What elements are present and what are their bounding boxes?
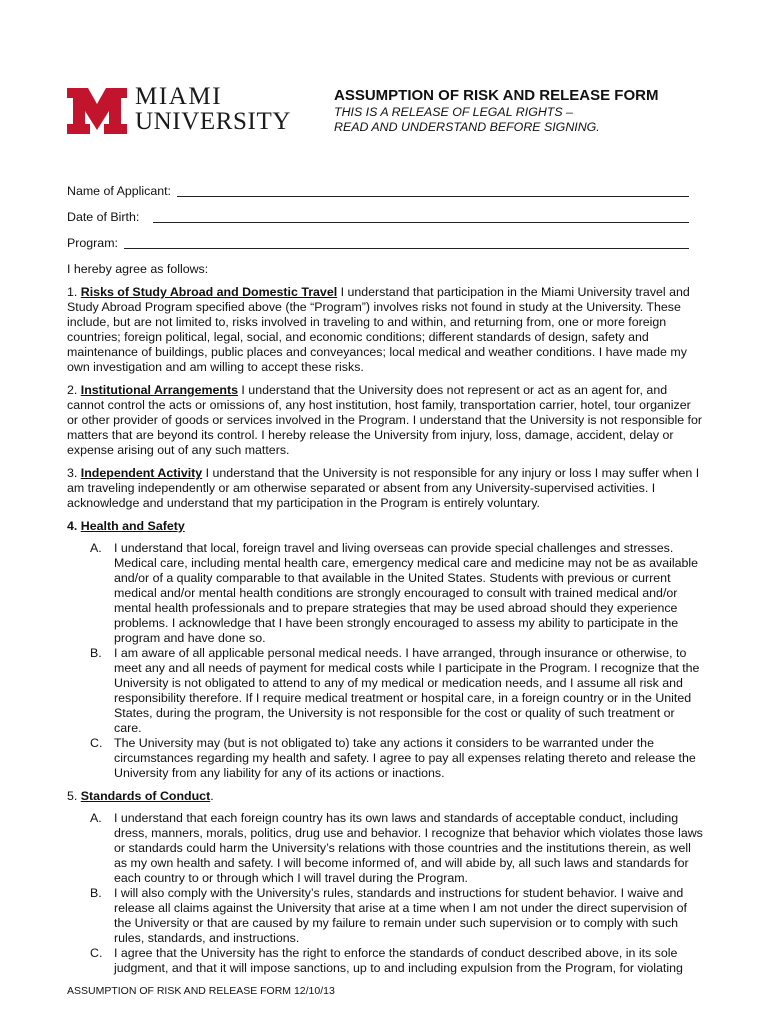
form-subtitle-line-2: READ AND UNDERSTAND BEFORE SIGNING. xyxy=(334,120,600,134)
applicant-name-field[interactable] xyxy=(177,185,689,197)
logo-line-university: UNIVERSITY xyxy=(135,108,291,135)
form-subtitle-line-1: THIS IS A RELEASE OF LEGAL RIGHTS – xyxy=(334,105,573,119)
form-title: ASSUMPTION OF RISK AND RELEASE FORM xyxy=(334,87,659,104)
date-of-birth-label: Date of Birth: xyxy=(67,210,140,224)
section-3 xyxy=(67,466,703,511)
section-5-number: 5. xyxy=(67,789,81,803)
miami-m-logo-icon xyxy=(66,86,128,136)
intro-text: I hereby agree as follows: xyxy=(67,262,209,276)
section-2-text: I understand that the University does not represent or act as an agent for, and cannot control the acts or omissions of, any host institution, host family, transportation carrier, hotel, tour organizer or other provider of goods or services involved in the Program. I understand that the University is not responsible for matters that are beyond its control. I hereby release the University from injury, loss, damage, accident, delay or expense arising out of any such matters. xyxy=(67,383,702,457)
section-1-heading: Risks of Study Abroad and Domestic Travel xyxy=(80,285,338,299)
date-of-birth-field[interactable] xyxy=(153,211,689,223)
applicant-name-label: Name of Applicant: xyxy=(67,184,172,198)
logo-wordmark xyxy=(135,85,291,135)
list-marker: A. xyxy=(90,541,102,555)
logo-line-miami: MIAMI xyxy=(135,83,223,110)
section-5-heading: Standards of Conduct xyxy=(80,789,211,803)
program-field[interactable] xyxy=(124,237,689,249)
section-5-list xyxy=(90,811,703,976)
section-4-list xyxy=(90,541,703,781)
section-5-period: . xyxy=(210,789,214,803)
program-label: Program: xyxy=(67,236,118,250)
program-row xyxy=(67,225,689,251)
section-2 xyxy=(67,383,703,458)
applicant-name-row xyxy=(67,173,689,199)
section-3-heading: Independent Activity xyxy=(80,466,203,480)
list-item xyxy=(90,736,703,781)
section-3-text: I understand that the University is not responsible for any injury or loss I may suffer when I am traveling independently or am otherwise separated or absent from any University-supervised activities. I acknowledge and understand that my participation in the Program is entirely voluntary. xyxy=(67,466,700,510)
list-item-text: I am aware of all applicable personal medical needs. I have arranged, through insurance or otherwise, to meet any and all needs of payment for medical costs while I participate in the Program. I recognize that the University is not obligated to attend to any of my medical or medication needs, and I assume all risk and responsibility therefore. If I require medical treatment or hospital care, in a foreign country or in the United States, during the program, the University is not responsible for the cost or quality of such treatment or care. xyxy=(114,646,700,735)
section-3-number: 3. xyxy=(67,466,81,480)
list-item xyxy=(90,886,703,946)
miami-university-logo xyxy=(66,83,306,136)
list-item-text: I will also comply with the University’s rules, standards and instructions for student behavior. I waive and release all claims against the University that arise at a time when I am not under the direct supervision of the University or that are caused by my failure to remain under such supervision or to comply with such rules, standards, and instructions. xyxy=(114,886,688,945)
list-marker: C. xyxy=(90,946,103,960)
section-4-title xyxy=(67,519,703,534)
list-marker: C. xyxy=(90,736,103,750)
list-item xyxy=(90,811,703,886)
list-item-text: I agree that the University has the right to enforce the standards of conduct described above, in its sole judgment, and that it will impose sanctions, up to and including expulsion from the Program, for violating xyxy=(114,946,683,975)
list-marker: B. xyxy=(90,886,102,900)
section-2-heading: Institutional Arrangements xyxy=(80,383,238,397)
date-of-birth-row xyxy=(67,199,689,225)
list-item xyxy=(90,946,703,976)
section-5-title xyxy=(67,789,703,804)
form-header xyxy=(334,87,714,135)
list-item-text: The University may (but is not obligated to) take any actions it considers to be warranted under the circumstances regarding my health and safety. I agree to pay all expenses relating thereto and release the University from any liability for any of its actions or inactions. xyxy=(114,736,696,780)
list-marker: A. xyxy=(90,811,102,825)
section-4-heading: Health and Safety xyxy=(80,519,185,533)
section-1-text: I understand that participation in the Miami University travel and Study Abroad Program specified above (the “Program”) involves risks not found in study at the University. These include, but are not limited to, risks involved in traveling to and within, and returning from, one or more foreign countries; foreign political, legal, social, and economic conditions; different standards of design, safety and maintenance of buildings, public places and conveyances; local medical and weather conditions. I have made my own investigation and am willing to accept these risks. xyxy=(67,285,690,374)
page-footer: ASSUMPTION OF RISK AND RELEASE FORM 12/10/13 xyxy=(67,985,335,997)
section-1-number: 1. xyxy=(67,285,81,299)
list-item xyxy=(90,541,703,646)
section-1 xyxy=(67,285,703,375)
list-item-text: I understand that each foreign country has its own laws and standards of acceptable conduct, including dress, manners, morals, politics, drug use and behavior. I recognize that behavior which violates those laws or standards could harm the University’s relations with those countries and the institutions therein, as well as my own health and safety. I will become informed of, and will abide by, all such laws and standards for each country to or through which I will travel during the Program. xyxy=(114,811,703,885)
list-item xyxy=(90,646,703,736)
release-body xyxy=(67,262,703,984)
list-marker: B. xyxy=(90,646,102,660)
section-4-number: 4. xyxy=(67,519,81,533)
list-item-text: I understand that local, foreign travel and living overseas can provide special challenges and stresses. Medical care, including mental health care, emergency medical care and medicine may not be as available and/or of a quality comparable to that available in the United States. Students with previous or current medical and/or mental health conditions are strongly encouraged to consult with trained medical and/or mental health professionals and to prepare strategies that may be used abroad should they experience problems. I acknowledge that I have been strongly encouraged to assess my ability to participate in the program and have done so. xyxy=(114,541,699,645)
section-2-number: 2. xyxy=(67,383,81,397)
applicant-fields xyxy=(67,173,689,251)
